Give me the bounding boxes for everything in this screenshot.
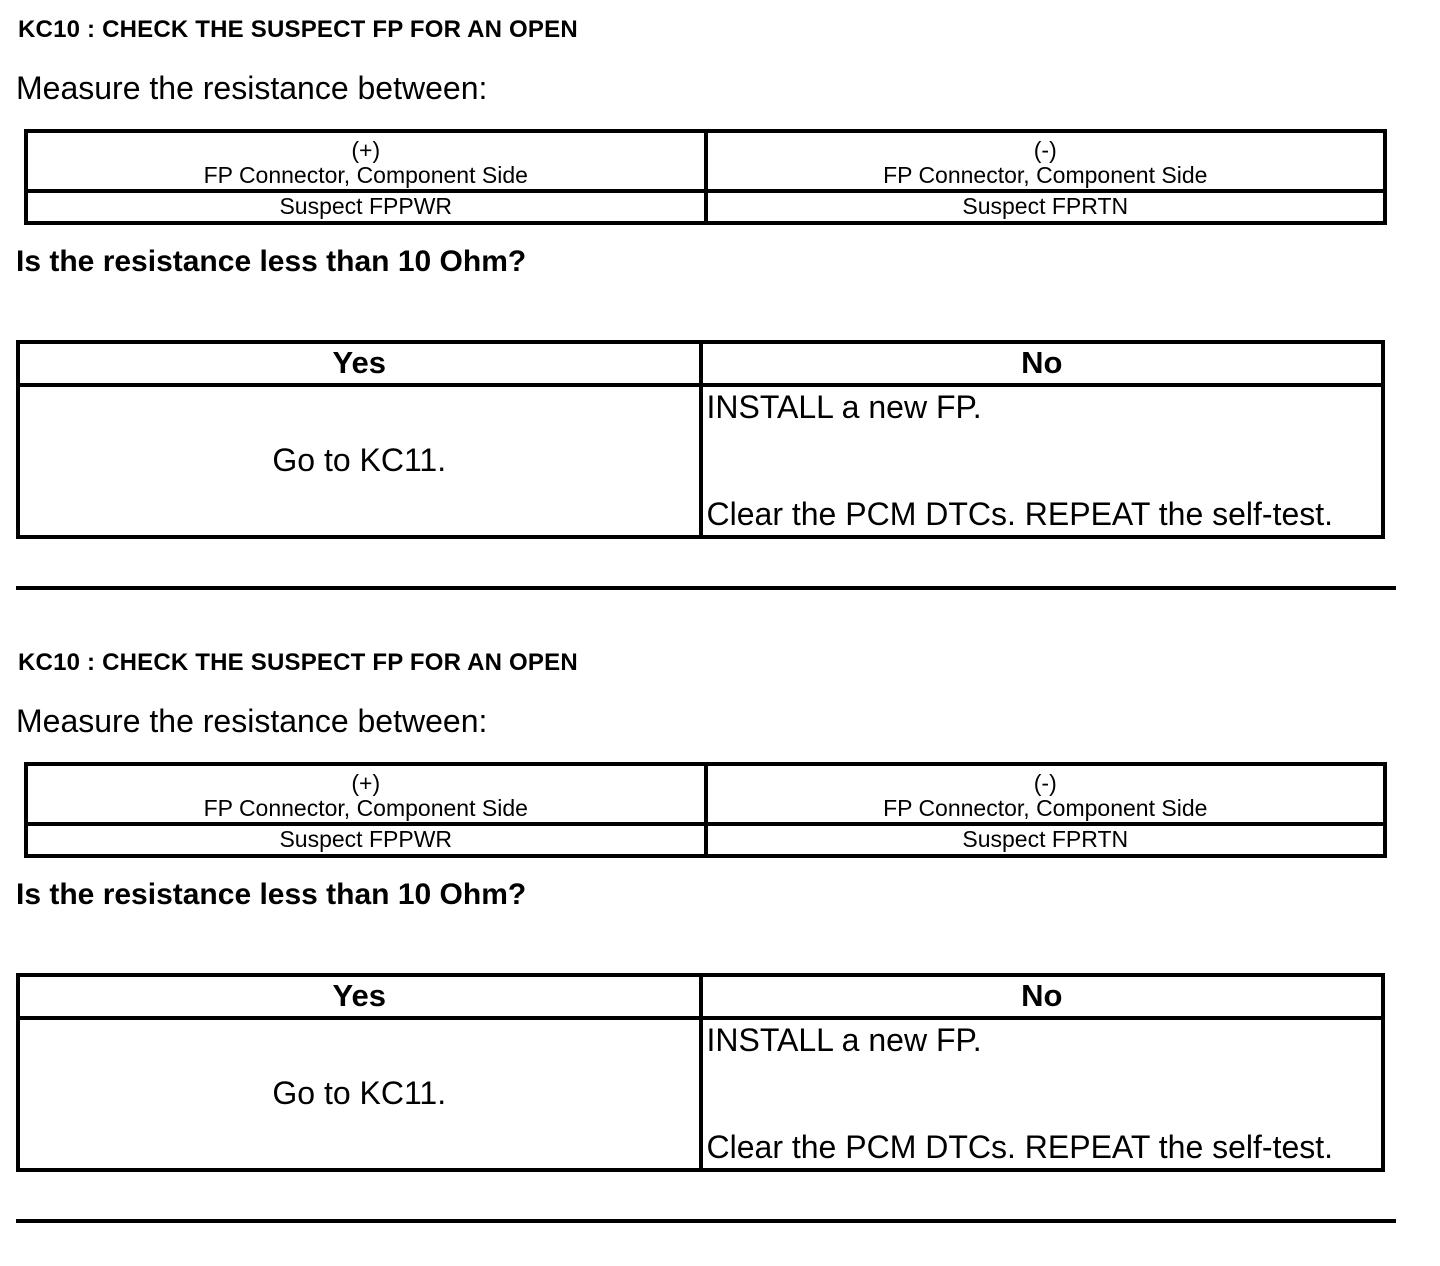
positive-polarity: (+) [351, 770, 381, 797]
positive-location: FP Connector, Component Side [203, 795, 528, 822]
negative-polarity: (-) [1033, 137, 1057, 164]
positive-circuit: Suspect FPPWR [26, 191, 706, 223]
negative-circuit: Suspect FPRTN [706, 824, 1386, 856]
yes-no-table [16, 973, 1385, 1172]
instruction-text: Measure the resistance between: [16, 70, 488, 106]
negative-circuit: Suspect FPRTN [706, 191, 1386, 223]
no-action [701, 1018, 1384, 1170]
negative-location: FP Connector, Component Side [883, 162, 1208, 189]
no-action-install: INSTALL a new FP. [706, 1021, 982, 1058]
no-action [701, 385, 1384, 537]
negative-polarity: (-) [1033, 770, 1057, 797]
measurement-table [24, 129, 1387, 225]
yes-header: Yes [18, 975, 701, 1018]
negative-probe-header [706, 764, 1386, 824]
positive-circuit: Suspect FPPWR [26, 824, 706, 856]
section-divider [16, 586, 1396, 590]
step-title: KC10 : CHECK THE SUSPECT FP FOR AN OPEN [18, 16, 578, 43]
question-text: Is the resistance less than 10 Ohm? [16, 878, 527, 911]
yes-header: Yes [18, 342, 701, 385]
step-title: KC10 : CHECK THE SUSPECT FP FOR AN OPEN [18, 649, 578, 676]
positive-polarity: (+) [351, 137, 381, 164]
question-text: Is the resistance less than 10 Ohm? [16, 245, 527, 278]
positive-probe-header [26, 131, 706, 191]
yes-action: Go to KC11. [18, 385, 701, 537]
no-header: No [701, 342, 1384, 385]
no-action-install: INSTALL a new FP. [706, 388, 982, 425]
negative-location: FP Connector, Component Side [883, 795, 1208, 822]
no-header: No [701, 975, 1384, 1018]
yes-action: Go to KC11. [18, 1018, 701, 1170]
no-action-clear: Clear the PCM DTCs. REPEAT the self-test. [706, 1129, 1334, 1165]
measurement-table [24, 762, 1387, 858]
negative-probe-header [706, 131, 1386, 191]
yes-no-table [16, 340, 1385, 539]
instruction-text: Measure the resistance between: [16, 703, 488, 739]
section-divider [16, 1219, 1396, 1223]
positive-probe-header [26, 764, 706, 824]
test-step-section [0, 633, 1440, 1266]
no-action-clear: Clear the PCM DTCs. REPEAT the self-test. [706, 496, 1334, 532]
positive-location: FP Connector, Component Side [203, 162, 528, 189]
